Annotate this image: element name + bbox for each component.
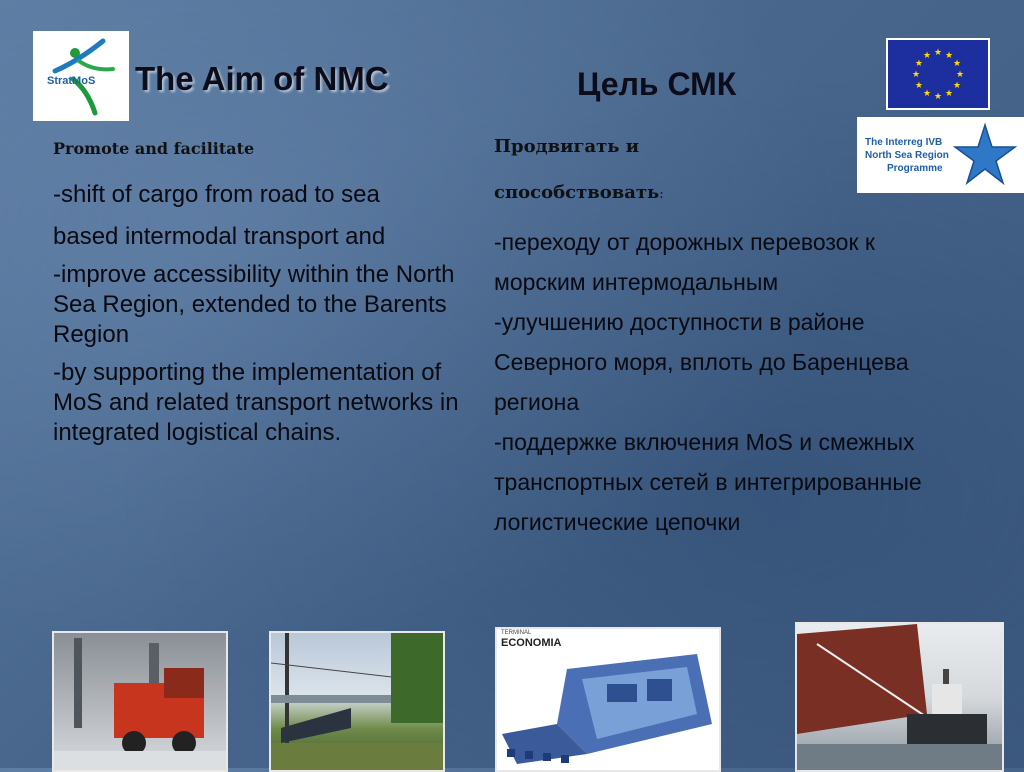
- eu-star-icon: ★: [933, 47, 943, 57]
- ru-line-5: региона: [494, 389, 580, 415]
- lead-ru-colon: :: [659, 187, 664, 202]
- starfish-icon: [955, 125, 1015, 183]
- lead-ru-line1: Продвигать и: [494, 136, 640, 157]
- eu-star-icon: ★: [953, 58, 962, 68]
- page-title-en: The Aim of NMC: [135, 60, 389, 97]
- terminal-small-label: TERMINAL: [501, 630, 532, 636]
- eu-star-icon: ★: [914, 80, 923, 90]
- terminal-name-label: ECONOMIA: [501, 637, 562, 649]
- lead-ru-line2: [494, 182, 664, 203]
- bullet-en-3: -improve accessibility within the North Sea Region, extended to the Barents Region: [53, 261, 455, 348]
- eu-star-icon: ★: [911, 69, 921, 79]
- ru-line-3: -улучшению доступности в районе: [494, 309, 865, 335]
- ru-line-2: морским интермодальным: [494, 269, 779, 295]
- ru-line-8: логистические цепочки: [494, 509, 741, 535]
- page-title-ru: Цель СМК: [577, 66, 737, 102]
- eu-star-icon: ★: [914, 58, 923, 68]
- russian-lines: [494, 222, 1024, 542]
- stratmos-logo-text: StratMoS: [47, 75, 96, 87]
- photo-ship-tug: [795, 622, 1004, 772]
- photo-terminal-map: [495, 627, 721, 772]
- eu-star-icon: ★: [933, 91, 943, 101]
- english-bullets: [53, 180, 493, 448]
- ru-line-4: Северного моря, вплоть до Баренцева: [494, 349, 909, 375]
- eu-star-icon: ★: [922, 88, 932, 99]
- photo-train: [269, 631, 445, 772]
- eu-star-icon: ★: [944, 88, 954, 99]
- interreg-logo: [857, 117, 1024, 193]
- bullet-en-2: based intermodal transport and: [53, 223, 386, 250]
- bullet-en-1: -shift of cargo from road to sea: [53, 181, 380, 208]
- interreg-line3: Programme: [887, 163, 943, 174]
- ru-line-1: -переходу от дорожных перевозок к: [494, 229, 875, 255]
- eu-flag-logo: [886, 38, 990, 110]
- interreg-line1: The Interreg IVB: [865, 137, 943, 148]
- eu-star-icon: ★: [944, 49, 954, 60]
- lead-en: Promote and facilitate: [53, 139, 255, 158]
- stratmos-figure-icon: [33, 31, 129, 121]
- eu-star-icon: ★: [955, 69, 965, 79]
- stratmos-logo: [33, 31, 129, 121]
- bullet-en-4: -by supporting the implementation of MoS and related transport networks in integrated logistical chains.: [53, 359, 459, 446]
- lead-ru-line2-text: способствовать: [494, 182, 660, 203]
- photo-cargo-truck: [52, 631, 228, 772]
- eu-star-icon: ★: [922, 49, 932, 60]
- eu-star-icon: ★: [953, 80, 962, 90]
- eu-flag-icon: [888, 40, 988, 108]
- interreg-line2: North Sea Region: [865, 150, 949, 161]
- ru-line-6: -поддержке включения MoS и смежных: [494, 429, 915, 455]
- ru-line-7: транспортных сетей в интегрированные: [494, 469, 922, 495]
